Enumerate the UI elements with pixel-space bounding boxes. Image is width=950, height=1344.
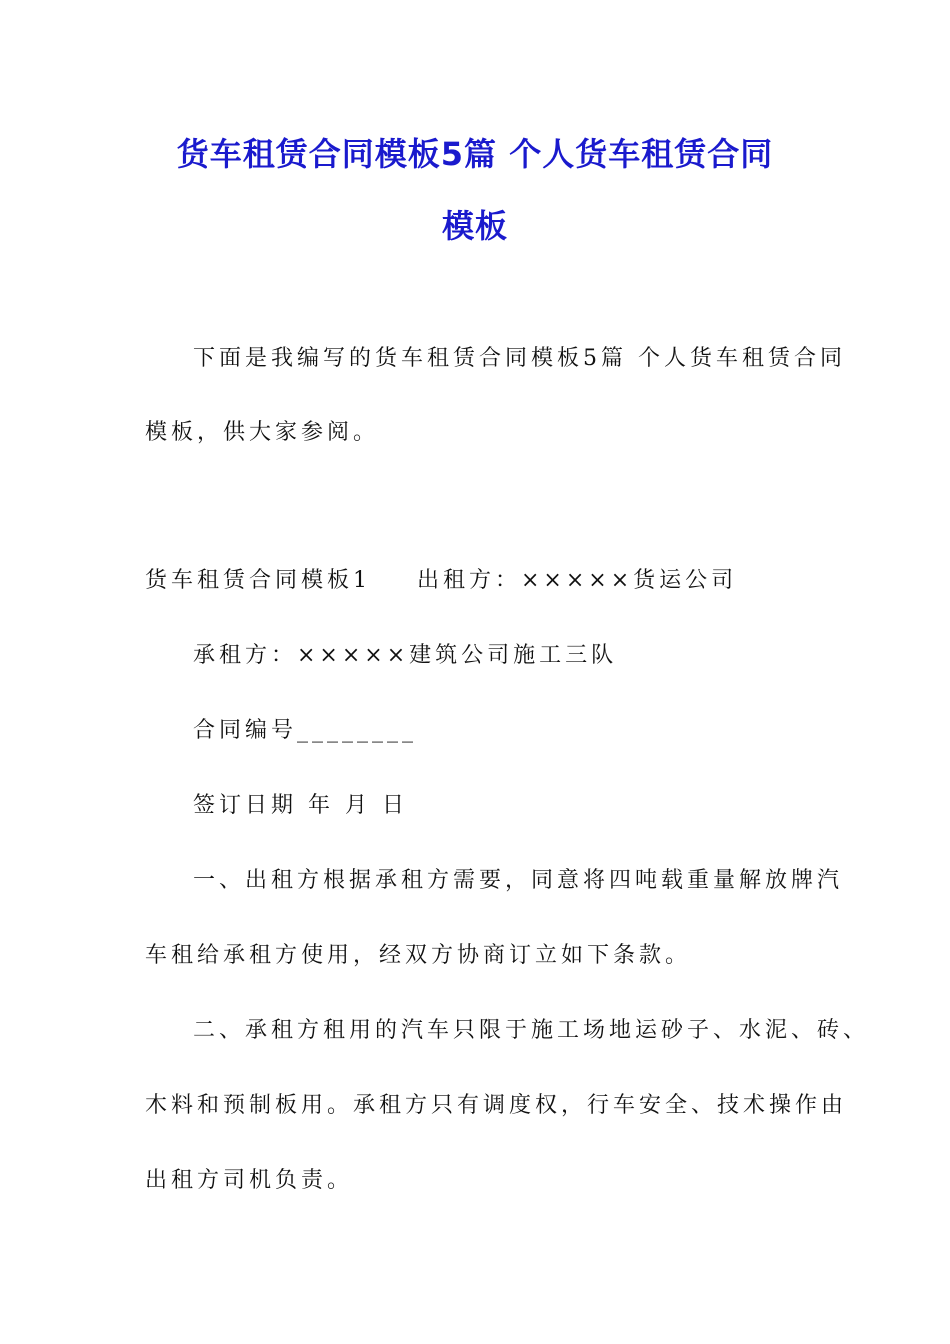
clause-2-line-2: 木料和预制板用。承租方只有调度权，行车安全、技术操作由 — [145, 1093, 848, 1118]
contract-number-line: 合同编号________ — [193, 718, 418, 743]
clause-1-line-1: 一、出租方根据承租方需要，同意将四吨载重量解放牌汽 — [193, 868, 844, 893]
intro-line-1: 下面是我编写的货车租赁合同模板5篇 个人货车租赁合同 — [193, 346, 846, 371]
clause-2-line-3: 出租方司机负责。 — [145, 1168, 354, 1193]
document-title-line-1: 货车租赁合同模板5篇 个人货车租赁合同 — [176, 135, 774, 173]
lessor-line: 出租方：×××××货运公司 — [417, 568, 738, 593]
clause-1-line-2: 车租给承租方使用，经双方协商订立如下条款。 — [145, 943, 692, 968]
contract-heading-row — [145, 566, 825, 596]
intro-line-2: 模板，供大家参阅。 — [145, 420, 380, 445]
contract-heading: 货车租赁合同模板1 — [145, 568, 371, 593]
clause-2-line-1: 二、承租方租用的汽车只限于施工场地运砂子、水泥、砖、 — [193, 1018, 870, 1043]
lessee-line: 承租方：×××××建筑公司施工三队 — [193, 643, 618, 668]
document-title-line-2: 模板 — [441, 207, 508, 245]
sign-date-line: 签订日期 年 月 日 — [193, 793, 408, 818]
